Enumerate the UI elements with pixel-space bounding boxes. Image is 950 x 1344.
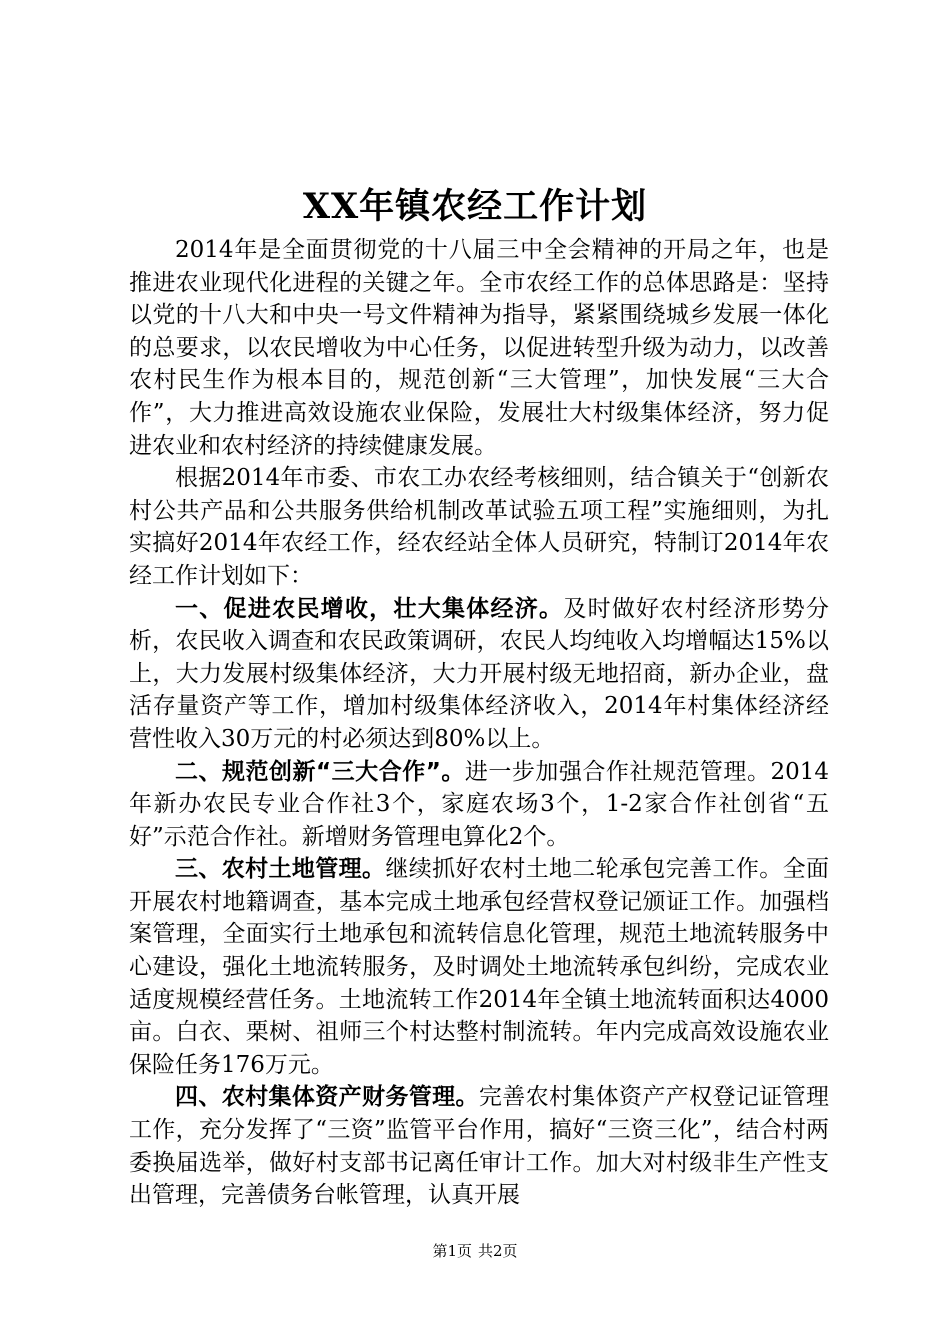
paragraph-section-3: [129, 853, 829, 1081]
section-heading: 一、促进农民增收，壮大集体经济。: [175, 595, 564, 622]
paragraph-section-4: [129, 1081, 829, 1211]
paragraph-text: 根据2014年市委、市农工办农经考核细则，结合镇关于“创新农村公共产品和公共服务供给机制改革试验五项工程”实施细则，为扎实搞好2014年农经工作，经农经站全体人员研究，特制订2014年农经工作计划如下：: [129, 465, 829, 589]
page-footer: [0, 1241, 950, 1261]
paragraph-text: 完善农村集体资产产权登记证管理工作，充分发挥了“三资”监管平台作用，搞好“三资三化”，结合村两委换届选举，做好村支部书记离任审计工作。加大对村级非生产性支出管理，完善债务台帐管理，认真开展: [129, 1084, 830, 1209]
paragraph-text: 进一步加强合作社规范管理。2014年新办农民专业合作社3个，家庭农场3个，1-2家合作社创省“五好”示范合作社。新增财务管理电算化2个。: [129, 758, 829, 850]
paragraph-basis: [129, 462, 829, 592]
section-heading: 四、农村集体资产财务管理。: [175, 1084, 479, 1111]
paragraph-section-2: [129, 756, 829, 854]
paragraph-text: 2014年是全面贯彻党的十八届三中全会精神的开局之年，也是推进农业现代化进程的关键之年。全市农经工作的总体思路是：坚持以党的十八大和中央一号文件精神为指导，紧紧围绕城乡发展一体化的总要求，以农民增收为中心任务，以促进转型升级为动力，以改善农村民生作为根本目的，规范创新“三大管理”，加快发展“三大合作”，大力推进高效设施农业保险，发展壮大村级集体经济，努力促进农业和农村经济的持续健康发展。: [129, 237, 829, 459]
document-title: XX年镇农经工作计划: [302, 186, 648, 227]
document-body: [129, 234, 829, 1212]
paragraph-text: 继续抓好农村土地二轮承包完善工作。全面开展农村地籍调查，基本完成土地承包经营权登记颁证工作。加强档案管理，全面实行土地承包和流转信息化管理，规范土地流转服务中心建设，强化土地流转服务，及时调处土地流转承包纠纷，完成农业适度规模经营任务。土地流转工作2014年全镇土地流转面积达4000亩。白衣、栗树、祖师三个村达整村制流转。年内完成高效设施农业保险任务176万元。: [129, 856, 830, 1078]
paragraph-section-1: [129, 593, 829, 756]
page-number: 第1页: [432, 1242, 472, 1260]
paragraph-intro: [129, 234, 829, 462]
page-total: 共2页: [478, 1242, 518, 1260]
section-heading: 二、规范创新“三大合作”。: [175, 758, 465, 785]
paragraph-text: 及时做好农村经济形势分析，农民收入调查和农民政策调研，农民人均纯收入均增幅达15%以上，大力发展村级集体经济，大力开展村级无地招商，新办企业，盘活存量资产等工作，增加村级集体经济收入，2014年村集体经济经营性收入30万元的村必须达到80%以上。: [129, 595, 830, 752]
section-heading: 三、农村土地管理。: [175, 856, 386, 883]
